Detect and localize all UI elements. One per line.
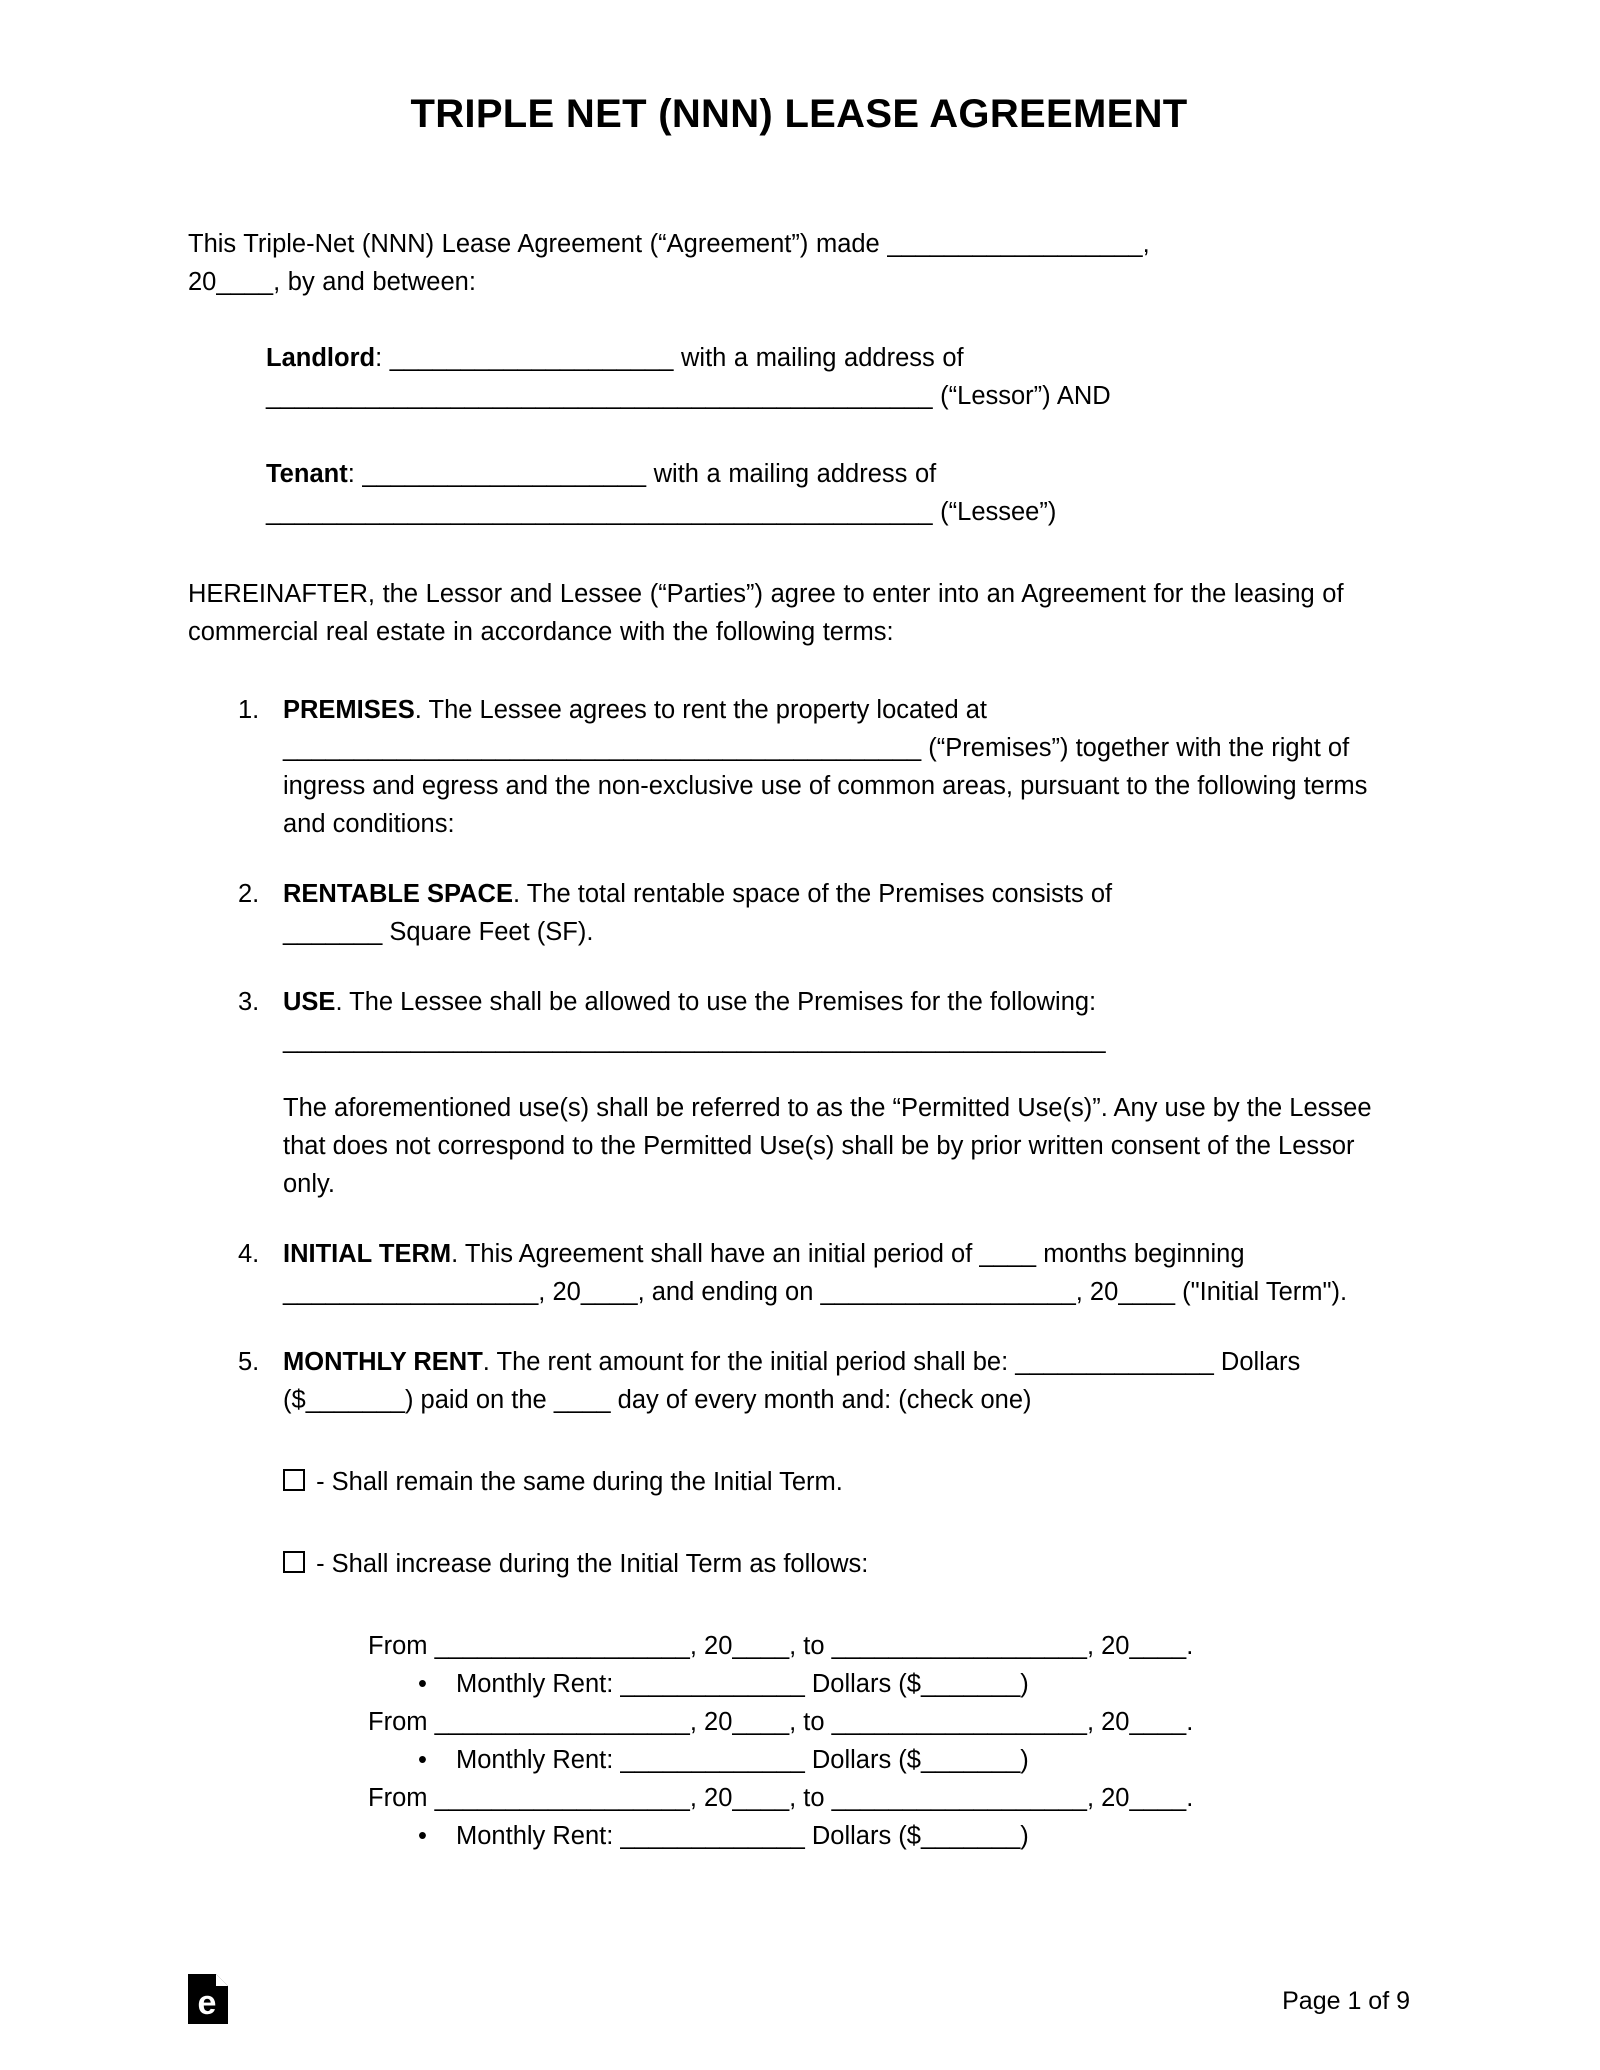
schedule-to-year-blank-3[interactable]: ____ — [1129, 1784, 1187, 1812]
initial-term-start-year-blank[interactable]: ____ — [580, 1278, 638, 1306]
term-heading-initial-term: INITIAL TERM — [283, 1240, 452, 1268]
tenant-name-blank[interactable]: ____________________ — [362, 460, 647, 488]
initial-term-months-blank[interactable]: ____ — [979, 1240, 1037, 1268]
term-text-use-a: . The Lessee shall be allowed to use the Premises for the following: — [335, 988, 1097, 1016]
term-text-rentable-b: Square Feet (SF). — [382, 918, 594, 946]
schedule-to-label-3: , to — [789, 1784, 832, 1812]
term-text-initial-a: . This Agreement shall have an initial period of — [451, 1240, 980, 1268]
schedule-rent-blank-3[interactable]: _____________ — [620, 1822, 805, 1850]
term-text-rent-a: . The rent amount for the initial period shall be: — [482, 1348, 1016, 1376]
schedule-comma-year-3: , 20 — [689, 1784, 733, 1812]
schedule-row-period-3 — [368, 1779, 1410, 1817]
landlord-alias: (“Lessor”) AND — [932, 382, 1111, 410]
term-text-rentable-a: . The total rentable space of the Premises consists of — [513, 880, 1113, 908]
intro-date-blank[interactable]: __________________ — [887, 230, 1143, 258]
term-heading-rentable-space: RENTABLE SPACE — [283, 880, 513, 908]
schedule-rent-label-3: Monthly Rent: — [456, 1822, 621, 1850]
schedule-comma-year-1: , 20 — [689, 1632, 733, 1660]
term-item-initial-term — [188, 1235, 1410, 1311]
rent-option-same[interactable] — [188, 1463, 1410, 1501]
rent-option-same-label: - Shall remain the same during the Initial Term. — [316, 1468, 843, 1496]
bullet-icon-2: • — [418, 1746, 427, 1774]
schedule-period-2: . — [1186, 1708, 1194, 1736]
schedule-comma-year2-1: , 20 — [1086, 1632, 1130, 1660]
schedule-row-period-2 — [368, 1703, 1410, 1741]
term-text-premises-b: (“Premises”) together with the right of ingress and egress and the non-exclusive use of common areas, pursuant to the following terms and conditions: — [283, 734, 1368, 838]
schedule-comma-year-2: , 20 — [689, 1708, 733, 1736]
monthly-rent-amount-blank[interactable]: ______________ — [1015, 1348, 1214, 1376]
term-number-2: 2. — [238, 880, 260, 908]
permitted-use-paragraph: The aforementioned use(s) shall be referred to as the “Permitted Use(s)”. Any use by the Lessee that does not correspond to the Permitted Use(s) shall be by prior written consent of the Lessor only. — [283, 1094, 1372, 1198]
schedule-from-year-blank-3[interactable]: ____ — [732, 1784, 790, 1812]
schedule-period-1: . — [1186, 1632, 1194, 1660]
tenant-mid-text: with a mailing address of — [646, 460, 937, 488]
bullet-icon-3: • — [418, 1822, 427, 1850]
schedule-period-3: . — [1186, 1784, 1194, 1812]
schedule-from-year-blank-2[interactable]: ____ — [732, 1708, 790, 1736]
term-text-premises-a: . The Lessee agrees to rent the property located at — [414, 696, 988, 724]
term-number-1: 1. — [238, 696, 260, 724]
eforms-logo-letter: e — [197, 1984, 217, 2022]
intro-text-b: , — [1142, 230, 1150, 258]
schedule-from-label-3: From — [368, 1784, 435, 1812]
schedule-rent-label-2: Monthly Rent: — [456, 1746, 621, 1774]
tenant-address-blank[interactable]: _______________________________________________ — [266, 498, 933, 526]
monthly-rent-dollars-blank[interactable]: _______ — [305, 1386, 405, 1414]
schedule-rent-dollars-b-3: ) — [1020, 1822, 1029, 1850]
intro-paragraph — [188, 225, 1410, 301]
intro-year-blank[interactable]: ____ — [216, 268, 274, 296]
term-text-rent-b: Dollars ($ — [283, 1348, 1301, 1414]
term-heading-monthly-rent: MONTHLY RENT — [283, 1348, 483, 1376]
landlord-address-blank[interactable]: _______________________________________________ — [266, 382, 933, 410]
intro-text-c: , by and between: — [273, 268, 476, 296]
party-block-tenant — [188, 455, 1410, 531]
initial-term-end-blank[interactable]: __________________ — [820, 1278, 1076, 1306]
schedule-comma-year2-3: , 20 — [1086, 1784, 1130, 1812]
term-text-initial-b: months beginning — [1036, 1240, 1245, 1268]
checkbox-icon-increase[interactable] — [283, 1551, 305, 1573]
hereinafter-paragraph: HEREINAFTER, the Lessor and Lessee (“Parties”) agree to enter into an Agreement for the leasing of commercial real estate in accordance with the following terms: — [188, 580, 1344, 646]
schedule-rent-dollars-b-2: ) — [1020, 1746, 1029, 1774]
terms-list — [188, 691, 1410, 1419]
tenant-label-suffix: : — [347, 460, 355, 488]
intro-year-prefix: 20 — [188, 268, 217, 296]
schedule-row-rent-2 — [368, 1741, 1410, 1779]
rent-option-increase-label: - Shall increase during the Initial Term as follows: — [316, 1550, 869, 1578]
permitted-use-blank[interactable]: __________________________________________________________ — [283, 1026, 1106, 1054]
schedule-from-blank-1[interactable]: __________________ — [434, 1632, 690, 1660]
premises-address-blank[interactable]: _____________________________________________ — [283, 734, 922, 762]
schedule-rent-label-1: Monthly Rent: — [456, 1670, 621, 1698]
schedule-to-label-1: , to — [789, 1632, 832, 1660]
schedule-rent-dollars-blank-1[interactable]: _______ — [920, 1670, 1021, 1698]
landlord-mid-text: with a mailing address of — [673, 344, 964, 372]
intro-text-a: This Triple-Net (NNN) Lease Agreement (“Agreement”) made — [188, 230, 888, 258]
schedule-from-label-1: From — [368, 1632, 435, 1660]
term-text-rent-d: day of every month and: (check one) — [610, 1386, 1032, 1414]
schedule-from-year-blank-1[interactable]: ____ — [732, 1632, 790, 1660]
schedule-from-label-2: From — [368, 1708, 435, 1736]
term-text-initial-c: , 20 — [538, 1278, 581, 1306]
landlord-label-suffix: : — [375, 344, 383, 372]
schedule-rent-dollars-a-3: Dollars ($ — [804, 1822, 921, 1850]
term-heading-premises: PREMISES — [283, 696, 415, 724]
initial-term-end-year-blank[interactable]: ____ — [1118, 1278, 1176, 1306]
schedule-to-label-2: , to — [789, 1708, 832, 1736]
bullet-icon-1: • — [418, 1670, 427, 1698]
term-item-monthly-rent — [188, 1343, 1410, 1419]
term-text-initial-d: , and ending on — [637, 1278, 821, 1306]
party-block-landlord — [188, 339, 1410, 415]
schedule-comma-year2-2: , 20 — [1086, 1708, 1130, 1736]
rentable-space-blank[interactable]: _______ — [283, 918, 383, 946]
term-text-initial-f: ("Initial Term"). — [1175, 1278, 1348, 1306]
schedule-row-period-1 — [368, 1627, 1410, 1665]
rent-increase-schedule — [188, 1627, 1410, 1855]
schedule-to-blank-2[interactable]: __________________ — [831, 1708, 1087, 1736]
schedule-from-blank-3[interactable]: __________________ — [434, 1784, 690, 1812]
page-footer — [0, 1950, 1600, 2030]
landlord-label: Landlord — [266, 344, 376, 372]
schedule-row-rent-3 — [368, 1817, 1410, 1855]
schedule-rent-blank-1[interactable]: _____________ — [620, 1670, 805, 1698]
schedule-to-year-blank-1[interactable]: ____ — [1129, 1632, 1187, 1660]
schedule-row-rent-1 — [368, 1665, 1410, 1703]
eforms-logo-icon — [188, 1974, 228, 2024]
term-number-5: 5. — [238, 1348, 260, 1376]
term-heading-use: USE — [283, 988, 336, 1016]
term-item-premises — [188, 691, 1410, 843]
schedule-to-year-blank-2[interactable]: ____ — [1129, 1708, 1187, 1736]
schedule-rent-dollars-blank-3[interactable]: _______ — [920, 1822, 1021, 1850]
term-text-rent-c: ) paid on the — [404, 1386, 554, 1414]
landlord-name-blank[interactable]: ____________________ — [389, 344, 674, 372]
initial-term-start-blank[interactable]: __________________ — [283, 1278, 539, 1306]
schedule-rent-blank-2[interactable]: _____________ — [620, 1746, 805, 1774]
schedule-to-blank-3[interactable]: __________________ — [831, 1784, 1087, 1812]
schedule-rent-dollars-b-1: ) — [1020, 1670, 1029, 1698]
term-text-initial-e: , 20 — [1075, 1278, 1119, 1306]
schedule-rent-dollars-a-2: Dollars ($ — [804, 1746, 921, 1774]
monthly-rent-day-blank[interactable]: ____ — [553, 1386, 611, 1414]
tenant-alias: (“Lessee”) — [932, 498, 1057, 526]
schedule-from-blank-2[interactable]: __________________ — [434, 1708, 690, 1736]
term-number-4: 4. — [238, 1240, 260, 1268]
term-number-3: 3. — [238, 988, 260, 1016]
document-body — [188, 0, 1410, 1855]
tenant-label: Tenant — [266, 460, 348, 488]
page-number: Page 1 of 9 — [1282, 1987, 1410, 2015]
schedule-to-blank-1[interactable]: __________________ — [831, 1632, 1087, 1660]
schedule-rent-dollars-a-1: Dollars ($ — [804, 1670, 921, 1698]
term-item-rentable-space — [188, 875, 1410, 951]
rent-option-increase[interactable] — [188, 1545, 1410, 1583]
schedule-rent-dollars-blank-2[interactable]: _______ — [920, 1746, 1021, 1774]
term-item-use — [188, 983, 1410, 1203]
page-title: TRIPLE NET (NNN) LEASE AGREEMENT — [410, 92, 1188, 136]
checkbox-icon-same[interactable] — [283, 1469, 305, 1491]
